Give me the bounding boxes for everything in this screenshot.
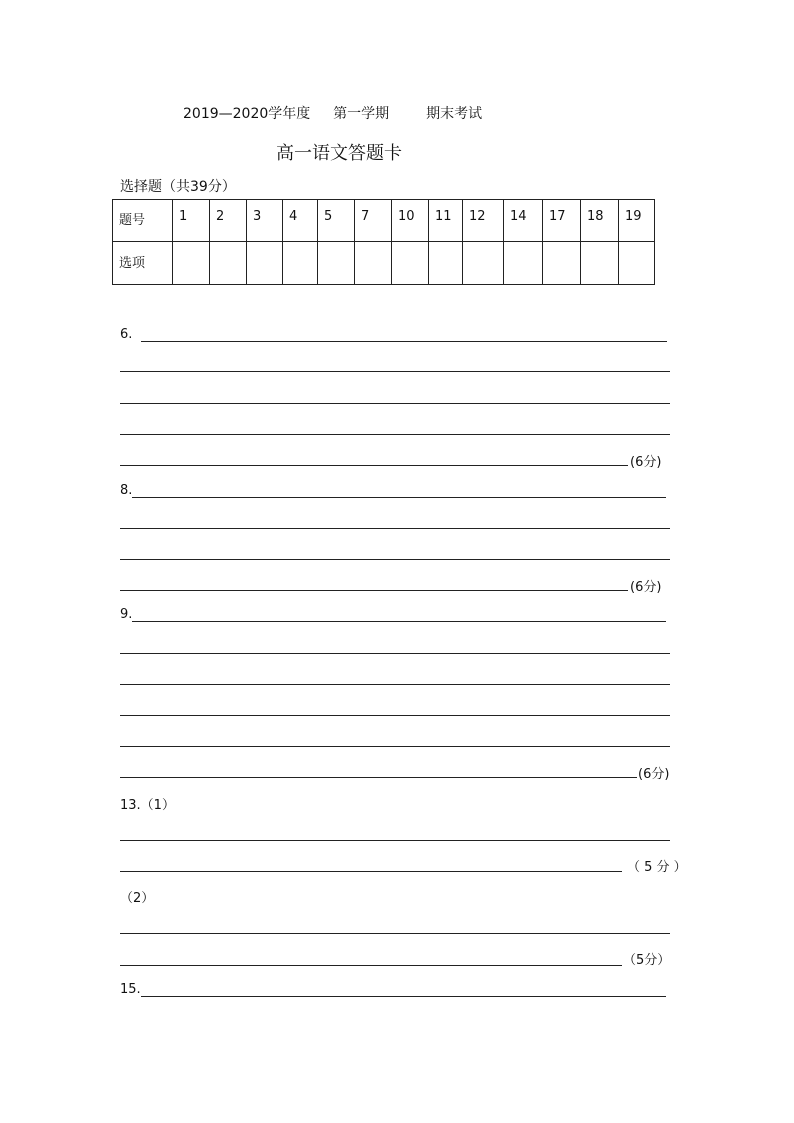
q8-label: 8. — [120, 483, 133, 498]
question-number-cell: 17 — [543, 200, 581, 242]
answer-cell[interactable] — [429, 242, 463, 285]
answer-line[interactable] — [120, 653, 670, 654]
q9-score: (6分) — [638, 767, 670, 782]
answer-line[interactable] — [120, 403, 670, 404]
answer-line[interactable] — [141, 996, 666, 997]
answer-line[interactable] — [120, 777, 637, 778]
q8-score: (6分) — [630, 580, 662, 595]
answer-cell[interactable] — [318, 242, 355, 285]
answer-line[interactable] — [120, 965, 622, 966]
choice-answer-grid — [112, 199, 655, 285]
exam-header — [183, 103, 482, 123]
choice-section-label: 选择题（共39分） — [120, 179, 236, 195]
semester: 第一学期 — [333, 106, 390, 122]
answer-cell[interactable] — [504, 242, 543, 285]
question-number-cell: 3 — [247, 200, 283, 242]
answer-line[interactable] — [141, 341, 667, 342]
question-number-cell: 19 — [619, 200, 655, 242]
q13-label: 13.（1） — [120, 798, 175, 813]
q15-label: 15. — [120, 982, 141, 997]
exam-type: 期末考试 — [426, 106, 483, 122]
answer-cell[interactable] — [581, 242, 619, 285]
question-number-cell: 1 — [173, 200, 210, 242]
question-number-cell: 2 — [210, 200, 247, 242]
answer-line[interactable] — [120, 371, 670, 372]
school-year: 2019—2020学年度 — [183, 106, 311, 122]
row-header-number: 题号 — [113, 200, 173, 242]
question-number-cell: 12 — [463, 200, 504, 242]
answer-cell[interactable] — [543, 242, 581, 285]
answer-line[interactable] — [120, 434, 670, 435]
row-header-answer: 选项 — [113, 242, 173, 285]
answer-line[interactable] — [120, 559, 670, 560]
answer-cell[interactable] — [619, 242, 655, 285]
answer-line[interactable] — [120, 933, 670, 934]
question-number-cell: 14 — [504, 200, 543, 242]
answer-cell[interactable] — [392, 242, 429, 285]
answer-line[interactable] — [120, 465, 628, 466]
question-number-row — [113, 200, 655, 242]
answer-line[interactable] — [132, 497, 666, 498]
answer-line[interactable] — [120, 590, 628, 591]
q6-label: 6. — [120, 327, 133, 342]
answer-cell[interactable] — [463, 242, 504, 285]
answer-cell[interactable] — [355, 242, 392, 285]
answer-line[interactable] — [132, 621, 666, 622]
answer-line[interactable] — [120, 715, 670, 716]
answer-line[interactable] — [120, 684, 670, 685]
answer-line[interactable] — [120, 528, 670, 529]
answer-cell[interactable] — [173, 242, 210, 285]
answer-cell[interactable] — [247, 242, 283, 285]
answer-row — [113, 242, 655, 285]
question-number-cell: 4 — [283, 200, 318, 242]
answer-line[interactable] — [120, 840, 670, 841]
page-title: 高一语文答题卡 — [276, 143, 402, 164]
question-number-cell: 10 — [392, 200, 429, 242]
answer-cell[interactable] — [210, 242, 247, 285]
q13-part1-score: （ 5 分 ） — [627, 860, 687, 875]
question-number-cell: 7 — [355, 200, 392, 242]
q13-part2-score: （5分） — [623, 953, 671, 968]
answer-cell[interactable] — [283, 242, 318, 285]
answer-line[interactable] — [120, 871, 622, 872]
q13-part2-label: （2） — [120, 891, 155, 906]
question-number-cell: 18 — [581, 200, 619, 242]
answer-line[interactable] — [120, 746, 670, 747]
question-number-cell: 11 — [429, 200, 463, 242]
q6-score: (6分) — [630, 455, 662, 470]
question-number-cell: 5 — [318, 200, 355, 242]
q9-label: 9. — [120, 607, 133, 622]
